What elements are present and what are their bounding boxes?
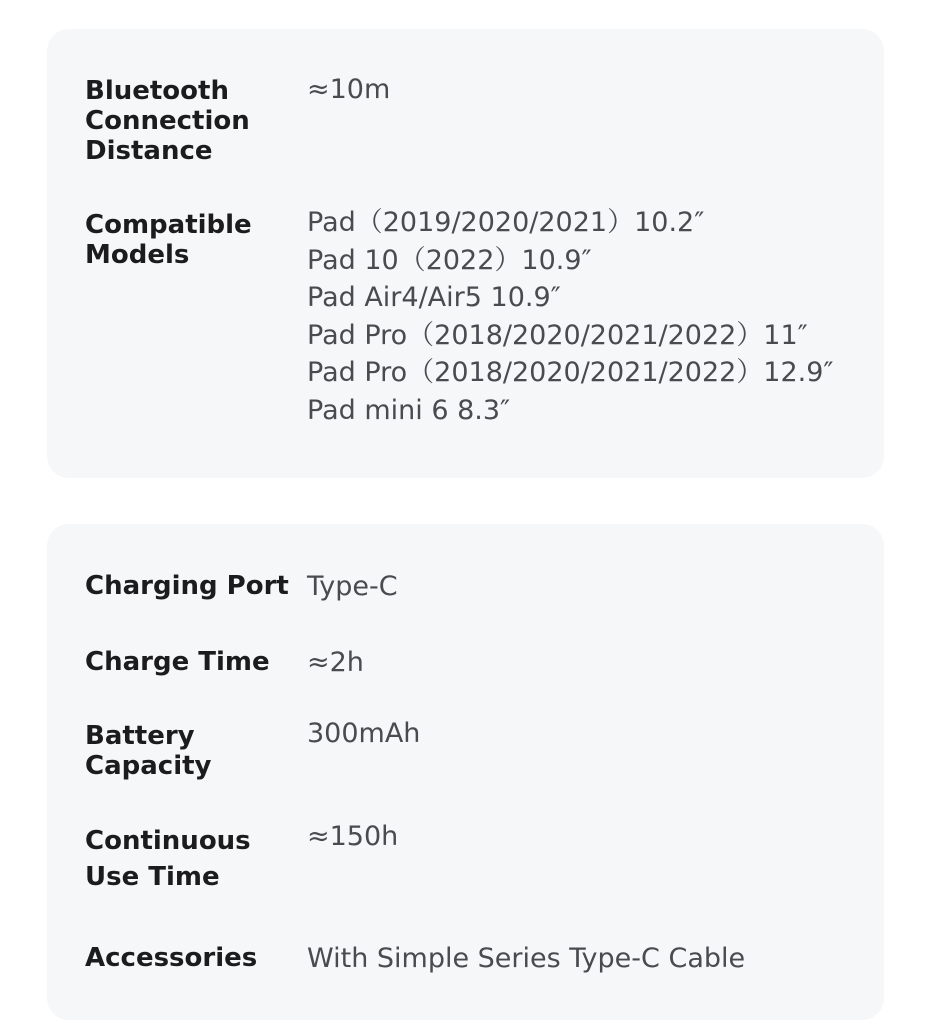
- battery-capacity-label: Battery Capacity: [85, 721, 212, 781]
- specs-card-power: [47, 524, 884, 1020]
- charging-port-value: Type-C: [307, 571, 398, 602]
- accessories-value: With Simple Series Type-C Cable: [307, 943, 746, 974]
- battery-capacity-value: 300mAh: [307, 718, 421, 749]
- charging-port-label: Charging Port: [85, 571, 289, 601]
- continuous-use-label: Continuous Use Time: [85, 826, 251, 892]
- compatible-models-label: Compatible Models: [85, 210, 252, 270]
- compatible-model-item: Pad Air4/Air5 10.9″: [307, 282, 561, 314]
- bluetooth-distance-label: Bluetooth Connection Distance: [85, 76, 250, 166]
- charge-time-label: Charge Time: [85, 647, 270, 677]
- specs-card-connectivity: [47, 29, 884, 478]
- charge-time-value: ≈2h: [307, 647, 364, 678]
- compatible-model-item: Pad Pro（2018/2020/2021/2022）12.9″: [307, 357, 834, 389]
- bluetooth-distance-value: ≈10m: [307, 74, 391, 105]
- continuous-use-value: ≈150h: [307, 821, 399, 852]
- compatible-models-list: [307, 204, 834, 430]
- compatible-model-item: Pad mini 6 8.3″: [307, 394, 511, 426]
- accessories-label: Accessories: [85, 943, 258, 973]
- compatible-model-item: Pad（2019/2020/2021）10.2″: [307, 207, 705, 238]
- compatible-model-item: Pad 10（2022）10.9″: [307, 244, 592, 276]
- compatible-model-item: Pad Pro（2018/2020/2021/2022）11″: [307, 319, 808, 351]
